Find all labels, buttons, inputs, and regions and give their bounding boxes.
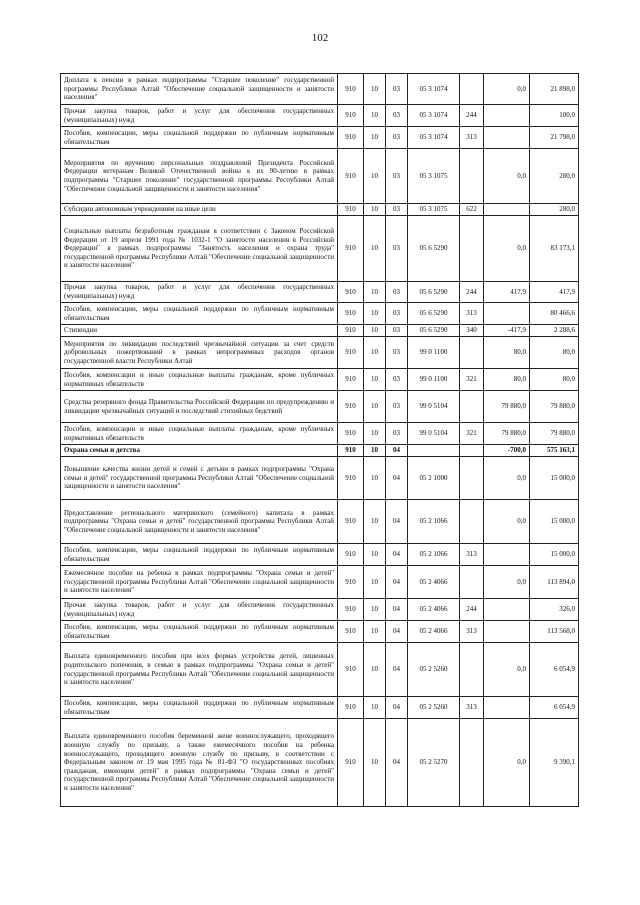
cell-target-article: 05 2 4066	[408, 621, 460, 643]
cell-admin-code: 910	[338, 643, 364, 697]
cell-target-article: 05 2 1000	[408, 457, 460, 500]
cell-expense-type	[460, 445, 484, 457]
cell-section: 10	[364, 621, 386, 643]
cell-section: 10	[364, 391, 386, 423]
cell-change-amount	[484, 204, 530, 216]
table-row	[61, 74, 579, 105]
cell-description: Средства резервного фонда Правительства Российской Федерации по предупреждению и ликвидации чрезвычайных ситуаций и последствий стихийных бедствий	[61, 391, 338, 423]
cell-target-article: 05 2 1066	[408, 500, 460, 544]
cell-total-amount: 79 880,0	[530, 423, 579, 445]
cell-target-article: 99 0 1100	[408, 369, 460, 391]
cell-admin-code: 910	[338, 337, 364, 369]
table-row	[61, 719, 579, 807]
cell-admin-code: 910	[338, 621, 364, 643]
cell-expense-type: 313	[460, 303, 484, 325]
cell-total-amount: 417,9	[530, 282, 579, 303]
cell-admin-code: 910	[338, 391, 364, 423]
cell-total-amount: 2 288,6	[530, 325, 579, 337]
table-row	[61, 325, 579, 337]
cell-description: Мероприятия по вручению персональных поздравлений Президента Российской Федерации ветеранам Великой Отечественной войны к их 90-летию в рамках подпрограммы "Старшее поколение" государственной программы Республики Алтай "Обеспечение социальной защищенности и занятости населения"	[61, 149, 338, 204]
cell-description: Субсидии автономным учреждениям на иные цели	[61, 204, 338, 216]
cell-subsection: 03	[386, 325, 408, 337]
cell-expense-type	[460, 643, 484, 697]
cell-target-article	[408, 445, 460, 457]
cell-description: Пособия, компенсации, меры социальной поддержки по публичным нормативным обязательствам	[61, 621, 338, 643]
cell-admin-code: 910	[338, 325, 364, 337]
table-row	[61, 337, 579, 369]
cell-description: Прочая закупка товаров, работ и услуг для обеспечения государственных (муниципальных) нужд	[61, 599, 338, 621]
cell-section: 10	[364, 643, 386, 697]
cell-subsection: 04	[386, 566, 408, 599]
cell-target-article: 05 3 1075	[408, 204, 460, 216]
cell-target-article: 05 2 4066	[408, 566, 460, 599]
cell-section: 10	[364, 697, 386, 719]
cell-admin-code: 910	[338, 105, 364, 127]
cell-total-amount: 79 880,0	[530, 391, 579, 423]
cell-target-article: 05 2 5270	[408, 719, 460, 807]
cell-description: Мероприятия по ликвидации последствий чрезвычайной ситуации за счет средств добровольных пожертвований в рамках непрограммных расходов органов государственной власти Республики Алтай	[61, 337, 338, 369]
cell-target-article: 05 2 4066	[408, 599, 460, 621]
cell-description: Пособия, компенсации, меры социальной поддержки по публичным нормативным обязательствам	[61, 544, 338, 566]
cell-change-amount: 79 880,0	[484, 423, 530, 445]
cell-section: 10	[364, 544, 386, 566]
table-row	[61, 204, 579, 216]
table-row	[61, 127, 579, 149]
cell-target-article: 99 0 5104	[408, 391, 460, 423]
cell-target-article: 05 6 5290	[408, 282, 460, 303]
cell-expense-type: 244	[460, 282, 484, 303]
cell-description: Прочая закупка товаров, работ и услуг для обеспечения государственных (муниципальных) нужд	[61, 282, 338, 303]
cell-expense-type	[460, 74, 484, 105]
cell-expense-type: 340	[460, 325, 484, 337]
cell-target-article: 99 0 1100	[408, 337, 460, 369]
cell-expense-type	[460, 566, 484, 599]
cell-subsection: 03	[386, 149, 408, 204]
cell-subsection: 03	[386, 391, 408, 423]
cell-description: Выплата единовременного пособия при всех формах устройства детей, лишенных родительского попечения, в семью в рамках подпрограммы "Охрана семьи и детей" государственной программы Республики Алтай "Обеспечение социальной защищенности и занятости населения"	[61, 643, 338, 697]
table-row	[61, 445, 579, 457]
cell-expense-type: 321	[460, 423, 484, 445]
cell-total-amount: 100,0	[530, 105, 579, 127]
cell-description: Ежемесячное пособие на ребенка в рамках подпрограммы "Охрана семьи и детей" государственной программы Республики Алтай "Обеспечение социальной защищенности и занятости населения"	[61, 566, 338, 599]
cell-expense-type: 313	[460, 544, 484, 566]
cell-section: 10	[364, 303, 386, 325]
cell-subsection: 04	[386, 697, 408, 719]
cell-expense-type	[460, 149, 484, 204]
page-number: 102	[311, 32, 329, 44]
cell-expense-type: 244	[460, 105, 484, 127]
table-row	[61, 621, 579, 643]
cell-subsection: 04	[386, 621, 408, 643]
cell-change-amount: -417,9	[484, 325, 530, 337]
cell-expense-type	[460, 391, 484, 423]
cell-admin-code: 910	[338, 719, 364, 807]
cell-description: Пособия, компенсации, меры социальной поддержки по публичным нормативным обязательствам	[61, 127, 338, 149]
cell-total-amount: 6 054,9	[530, 643, 579, 697]
cell-expense-type	[460, 500, 484, 544]
cell-description: Выплата единовременного пособия беременной жене военнослужащего, проходящего военную службу по призыву, а также ежемесячного пособия на ребенка военнослужащего, проходящего военную службу по призыву, в соответствии с Федеральным законом от 19 мая 1995 года № 81-ФЗ "О государственных пособиях гражданам, имеющим детей" в рамках подпрограммы "Охрана семьи и детей" государственной программы Республики Алтай "Обеспечение социальной защищенности и занятости населения"	[61, 719, 338, 807]
table-row	[61, 566, 579, 599]
cell-subsection: 04	[386, 457, 408, 500]
cell-section: 10	[364, 500, 386, 544]
cell-expense-type	[460, 337, 484, 369]
cell-target-article: 05 6 5290	[408, 303, 460, 325]
cell-change-amount: -700,0	[484, 445, 530, 457]
cell-section: 10	[364, 282, 386, 303]
cell-total-amount: 21 798,0	[530, 127, 579, 149]
cell-expense-type: 321	[460, 369, 484, 391]
cell-change-amount	[484, 105, 530, 127]
table-row	[61, 697, 579, 719]
cell-section: 10	[364, 599, 386, 621]
cell-subsection: 04	[386, 599, 408, 621]
cell-subsection: 04	[386, 544, 408, 566]
table-row	[61, 544, 579, 566]
cell-total-amount: 15 000,0	[530, 457, 579, 500]
cell-total-amount: 80,0	[530, 369, 579, 391]
cell-admin-code: 910	[338, 544, 364, 566]
cell-admin-code: 910	[338, 457, 364, 500]
cell-change-amount: 417,9	[484, 282, 530, 303]
cell-admin-code: 910	[338, 149, 364, 204]
table-row	[61, 391, 579, 423]
cell-change-amount: 0,0	[484, 74, 530, 105]
cell-change-amount: 0,0	[484, 457, 530, 500]
cell-section: 10	[364, 204, 386, 216]
cell-total-amount: 21 898,0	[530, 74, 579, 105]
cell-admin-code: 910	[338, 303, 364, 325]
cell-admin-code: 910	[338, 282, 364, 303]
cell-subsection: 03	[386, 369, 408, 391]
cell-change-amount: 0,0	[484, 216, 530, 282]
cell-admin-code: 910	[338, 216, 364, 282]
cell-total-amount: 80 466,6	[530, 303, 579, 325]
cell-section: 10	[364, 325, 386, 337]
cell-total-amount: 15 000,0	[530, 500, 579, 544]
cell-section: 10	[364, 719, 386, 807]
cell-expense-type	[460, 457, 484, 500]
cell-expense-type: 313	[460, 127, 484, 149]
cell-subsection: 04	[386, 719, 408, 807]
cell-change-amount: 80,0	[484, 337, 530, 369]
cell-target-article: 05 3 1074	[408, 105, 460, 127]
budget-table	[60, 73, 579, 807]
cell-subsection: 03	[386, 423, 408, 445]
cell-total-amount: 280,0	[530, 149, 579, 204]
table-row	[61, 643, 579, 697]
cell-description: Прочая закупка товаров, работ и услуг для обеспечения государственных (муниципальных) нужд	[61, 105, 338, 127]
cell-description: Пособия, компенсации и иные социальные выплаты гражданам, кроме публичных нормативных обязательств	[61, 369, 338, 391]
cell-section: 10	[364, 149, 386, 204]
cell-change-amount	[484, 599, 530, 621]
cell-expense-type: 313	[460, 621, 484, 643]
cell-section: 10	[364, 457, 386, 500]
cell-subsection: 04	[386, 445, 408, 457]
cell-target-article: 05 6 5290	[408, 216, 460, 282]
cell-description: Стипендии	[61, 325, 338, 337]
cell-admin-code: 910	[338, 599, 364, 621]
cell-change-amount: 0,0	[484, 500, 530, 544]
cell-description: Охрана семьи и детства	[61, 445, 338, 457]
cell-target-article: 05 6 5290	[408, 325, 460, 337]
cell-admin-code: 910	[338, 566, 364, 599]
cell-total-amount: 280,0	[530, 204, 579, 216]
table-row	[61, 500, 579, 544]
cell-admin-code: 910	[338, 500, 364, 544]
cell-subsection: 03	[386, 105, 408, 127]
table-body	[61, 74, 579, 807]
cell-total-amount: 83 173,1	[530, 216, 579, 282]
cell-section: 10	[364, 445, 386, 457]
table-row	[61, 149, 579, 204]
table-row	[61, 599, 579, 621]
cell-subsection: 04	[386, 500, 408, 544]
table-row	[61, 457, 579, 500]
table-row	[61, 282, 579, 303]
table-row	[61, 216, 579, 282]
cell-expense-type: 622	[460, 204, 484, 216]
cell-description: Пособия, компенсации, меры социальной поддержки по публичным нормативным обязательствам	[61, 697, 338, 719]
cell-section: 10	[364, 216, 386, 282]
cell-admin-code: 910	[338, 127, 364, 149]
table-row	[61, 423, 579, 445]
cell-change-amount: 80,0	[484, 369, 530, 391]
cell-description: Предоставление регионального материнского (семейного) капитала в рамках подпрограммы "Охрана семьи и детей" государственной программы Республики Алтай "Обеспечение социальной защищенности и занятости населения"	[61, 500, 338, 544]
cell-target-article: 05 3 1074	[408, 127, 460, 149]
cell-section: 10	[364, 369, 386, 391]
cell-admin-code: 910	[338, 423, 364, 445]
cell-section: 10	[364, 105, 386, 127]
table-row	[61, 369, 579, 391]
cell-total-amount: 80,0	[530, 337, 579, 369]
cell-expense-type	[460, 216, 484, 282]
cell-change-amount: 0,0	[484, 719, 530, 807]
cell-section: 10	[364, 74, 386, 105]
cell-description: Повышение качества жизни детей и семей с детьми в рамках подпрограммы "Охрана семьи и детей" государственной программы Республики Алтай "Обеспечение социальной защищенности и занятости населения"	[61, 457, 338, 500]
cell-change-amount: 0,0	[484, 566, 530, 599]
cell-target-article: 05 2 5260	[408, 697, 460, 719]
cell-section: 10	[364, 127, 386, 149]
cell-total-amount: 575 163,1	[530, 445, 579, 457]
cell-change-amount: 0,0	[484, 643, 530, 697]
cell-subsection: 03	[386, 74, 408, 105]
cell-target-article: 05 2 1066	[408, 544, 460, 566]
cell-subsection: 03	[386, 303, 408, 325]
cell-target-article: 05 3 1074	[408, 74, 460, 105]
table-row	[61, 303, 579, 325]
cell-admin-code: 910	[338, 369, 364, 391]
cell-change-amount	[484, 697, 530, 719]
cell-total-amount: 113 894,0	[530, 566, 579, 599]
cell-admin-code: 910	[338, 445, 364, 457]
cell-target-article: 05 3 1075	[408, 149, 460, 204]
cell-description: Пособия, компенсации и иные социальные выплаты гражданам, кроме публичных нормативных обязательств	[61, 423, 338, 445]
cell-admin-code: 910	[338, 204, 364, 216]
cell-subsection: 03	[386, 282, 408, 303]
cell-subsection: 04	[386, 643, 408, 697]
cell-expense-type: 313	[460, 697, 484, 719]
cell-expense-type: 244	[460, 599, 484, 621]
cell-change-amount: 79 880,0	[484, 391, 530, 423]
cell-total-amount: 9 390,1	[530, 719, 579, 807]
cell-subsection: 03	[386, 204, 408, 216]
cell-section: 10	[364, 566, 386, 599]
cell-subsection: 03	[386, 337, 408, 369]
cell-description: Пособия, компенсации, меры социальной поддержки по публичным нормативным обязательствам	[61, 303, 338, 325]
cell-change-amount	[484, 303, 530, 325]
cell-section: 10	[364, 337, 386, 369]
table-row	[61, 105, 579, 127]
cell-change-amount	[484, 621, 530, 643]
cell-total-amount: 326,0	[530, 599, 579, 621]
cell-subsection: 03	[386, 127, 408, 149]
cell-admin-code: 910	[338, 74, 364, 105]
cell-description: Доплата к пенсии в рамках подпрограммы "Старшее поколение" государственной программы Республики Алтай "Обеспечение социальной защищенности и занятости населения"	[61, 74, 338, 105]
cell-change-amount	[484, 127, 530, 149]
cell-admin-code: 910	[338, 697, 364, 719]
cell-section: 10	[364, 423, 386, 445]
cell-total-amount: 6 054,9	[530, 697, 579, 719]
cell-total-amount: 113 568,0	[530, 621, 579, 643]
cell-expense-type	[460, 719, 484, 807]
cell-description: Социальные выплаты безработным гражданам в соответствии с Законом Российской Федерации от 19 апреля 1991 года № 1032-1 "О занятости населения в Российской Федерации" в рамках подпрограммы "Занятость населения и охрана труда" государственной программы Республики Алтай "Обеспечение социальной защищенности и занятости населения"	[61, 216, 338, 282]
cell-total-amount: 15 000,0	[530, 544, 579, 566]
cell-change-amount	[484, 544, 530, 566]
cell-target-article: 05 2 5260	[408, 643, 460, 697]
cell-subsection: 03	[386, 216, 408, 282]
cell-target-article: 99 0 5104	[408, 423, 460, 445]
cell-change-amount: 0,0	[484, 149, 530, 204]
